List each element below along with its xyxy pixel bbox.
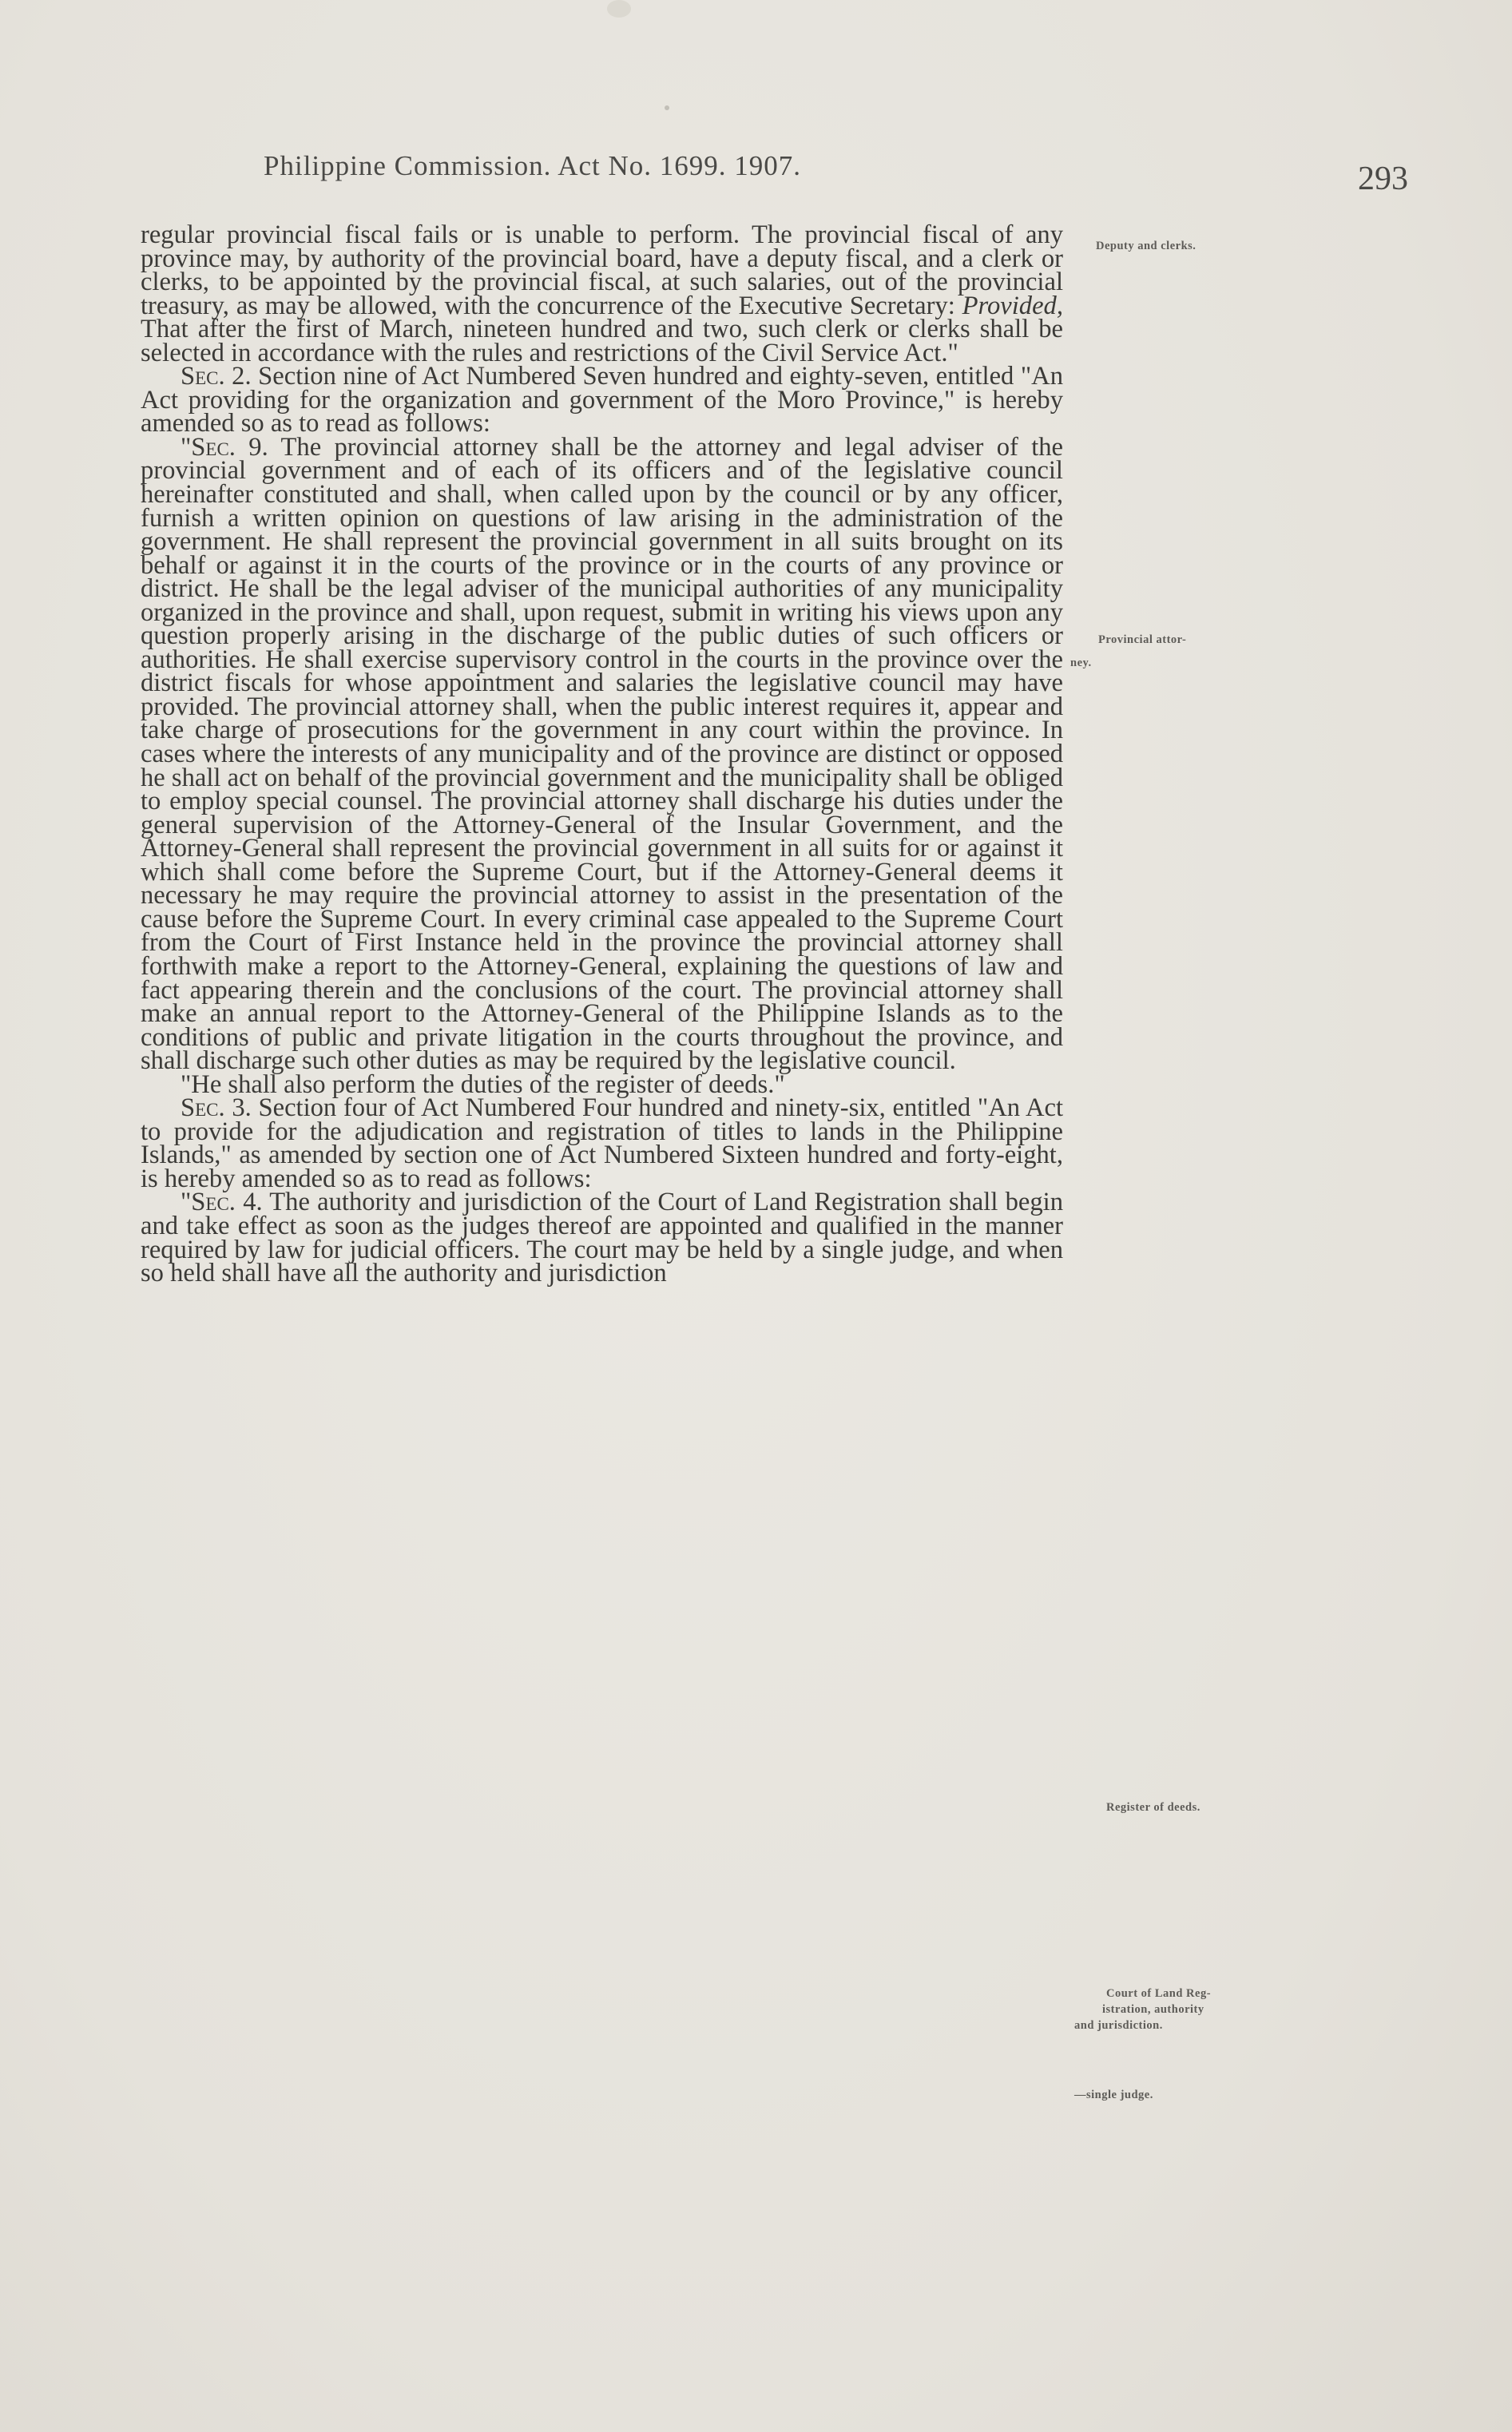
text-segment: That after the first of March, nineteen hundred and two, such clerk or clerks shall be selected in accordance with the rules and restrictions of the Civil Service Act." (141, 315, 1063, 367)
paragraph-fiscal (141, 220, 1063, 367)
text-segment: regular provincial fiscal fails or is unable to perform. The provincial fiscal of any province may, by authority of the provincial board, have a deputy fiscal, and a clerk or clerks, to be appointed by the provincial fiscal, at such salaries, out of the provincial treasury, as may be allowed, with the concurrence of the Executive Secretary: (141, 220, 1063, 320)
margin-note-provincial-attorney: Provincial attor- (1098, 633, 1187, 646)
text-segment: Section four of Act Numbered Four hundred and ninety-six, entitled "An Act to provide for the adjudication and registration of titles to lands in the Philippine Islands," as amended by section one of Act Numbered Sixteen hundred and forty-eight, is hereby amended so as to read as follows: (141, 1093, 1063, 1193)
margin-note-single-judge: —single judge. (1074, 2089, 1153, 2101)
ink-smudge (607, 0, 631, 18)
section-label: "Sec. 4. (181, 1188, 263, 1217)
text-segment: "He shall also perform the duties of the register of deeds." (181, 1069, 785, 1099)
running-head (264, 150, 801, 182)
text-segment: The provincial attorney shall be the attorney and legal adviser of the provincial government and of each of its officers and of the legislative council hereinafter constituted and shall, when called upon by the council or by any officer, furnish a written opinion on questions of law arising in the administration of the government. He shall represent the provincial government in all suits brought on its behalf or against it in the courts of the province or in the courts of any province or district. He shall be the legal adviser of the municipal authorities of any municipality organized in the province and shall, upon request, submit in writing his views upon any question properly arising in the discharge of the public duties of such officers or authorities. He shall exercise supervisory control in the courts in the province over the district fiscals for whose appointment and salaries the legislative council may have provided. The provincial attorney shall, when the public interest requires it, appear and take charge of prosecutions for the government in any court within the province. In cases where the interests of any municipality and of the province are distinct or opposed he shall act on behalf of the provincial government and the municipality shall be obliged to employ special counsel. The provincial attorney shall discharge his duties under the general supervision of the Attorney-General of the Insular Government, and the Attorney-General shall represent the provincial government in all suits for or against it which shall come before the Supreme Court, but if the Attorney-General deems it necessary he may require the provincial attorney to assist in the presentation of the cause before the Supreme Court. In every criminal case appealed to the Supreme Court from the Court of First Instance held in the province the provincial attorney shall forthwith make a report to the Attorney-General, explaining the questions of law and fact appearing therein and the conclusions of the court. The provincial attorney shall make an annual report to the Attorney-General of the Philippine Islands as to the conditions of public and private litigation in the courts throughout the province, and shall discharge such other duties as may be required by the legislative council. (141, 432, 1064, 1076)
ink-dot (665, 105, 669, 110)
margin-note-court-3: and jurisdiction. (1074, 2019, 1163, 2032)
section-label: Sec. 2. (181, 362, 252, 391)
section-label: Sec. 3. (181, 1093, 252, 1123)
text-segment: The authority and jurisdiction of the Court of Land Registration shall begin and take effect as soon as the judges thereof are appointed and qualified in the manner required by law for judicial officers. The court may be held by a single judge, and when so held shall have all the authority and jurisdiction (141, 1188, 1063, 1288)
margin-note-provincial-attorney-2: ney. (1070, 657, 1092, 669)
page-number: 293 (1358, 161, 1408, 197)
margin-note-court-2: istration, authority (1102, 2003, 1204, 2016)
paragraph-sec-3 (141, 1093, 1063, 1193)
running-head-text: Philippine Commission. Act No. 1699. 1907. (264, 150, 802, 181)
provided-italic: Provided, (962, 291, 1063, 320)
paragraph-sec-4 (141, 1188, 1063, 1288)
body-text (141, 220, 1064, 1288)
margin-note-register: Register of deeds. (1106, 1801, 1200, 1814)
paragraph-sec-9 (141, 432, 1064, 1076)
text-segment: Section nine of Act Numbered Seven hundred and eighty-seven, entitled "An Act providing for the organization and government of the Moro Province," is hereby amended so as to read as follows: (141, 362, 1063, 438)
margin-note-deputy: Deputy and clerks. (1096, 240, 1197, 252)
section-label: "Sec. 9. (181, 432, 268, 462)
paragraph-sec-2 (141, 362, 1063, 438)
margin-note-court: Court of Land Reg- (1106, 1987, 1212, 2000)
